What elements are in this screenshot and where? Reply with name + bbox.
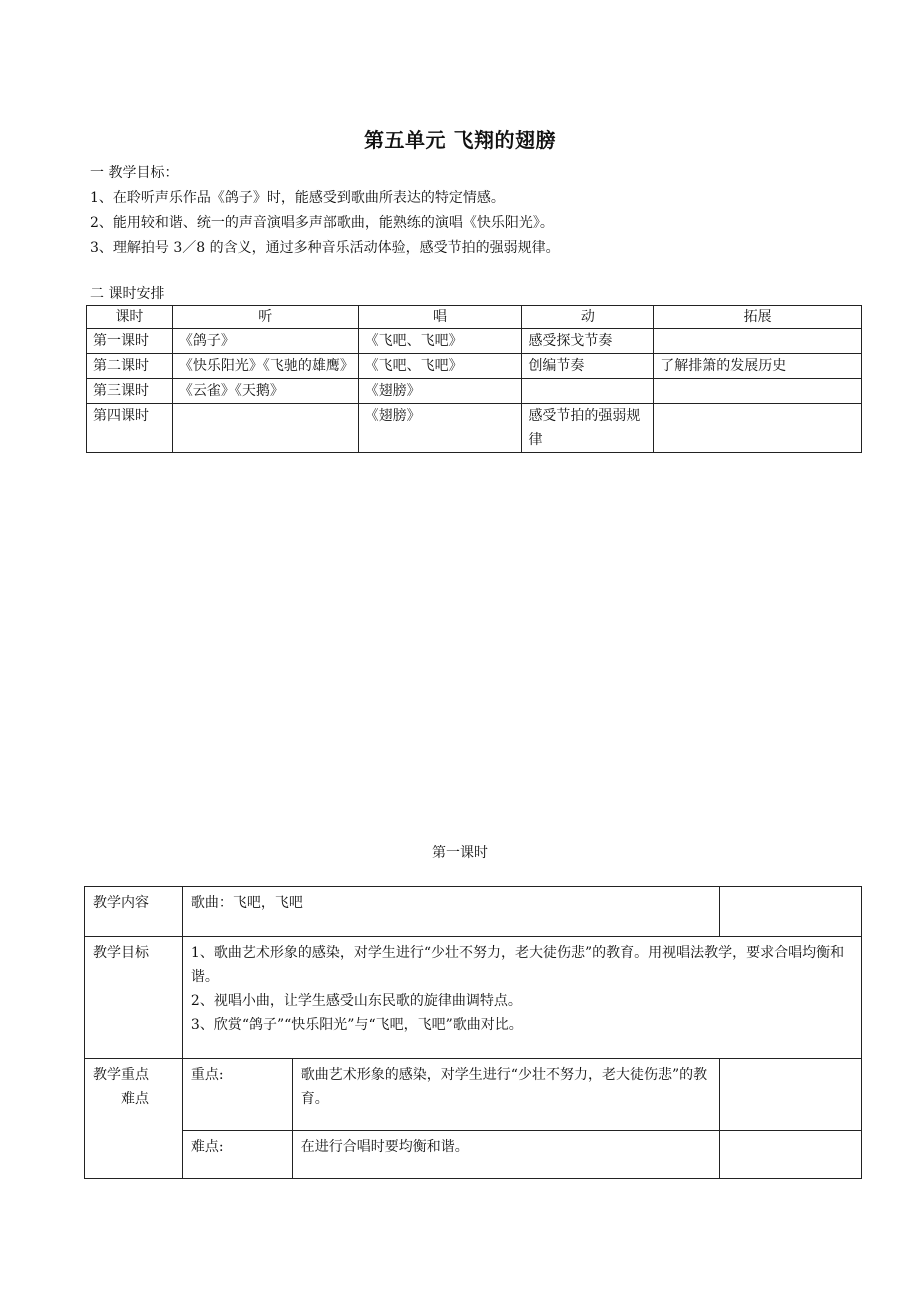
table-cell: [654, 404, 862, 453]
lesson-plan-table: [84, 886, 862, 1179]
table-cell: 《飞吧、飞吧》: [358, 354, 522, 379]
table-cell: [172, 404, 358, 453]
empty-cell: [720, 887, 862, 937]
table-cell: 创编节奏: [522, 354, 654, 379]
difficulty-label: 难点:: [182, 1131, 292, 1179]
lesson-goal-2: 2、视唱小曲，让学生感受山东民歌的旋律曲调特点。: [190, 993, 522, 1009]
keypoints-label-2: 难点: [121, 1091, 149, 1107]
table-cell: 《云雀》《天鹅》: [172, 379, 358, 404]
lesson-goal-1: 1、歌曲艺术形象的感染，对学生进行“少壮不努力，老大徒伤悲”的教育。用视唱法教学，要求合唱均衡和谐。: [190, 945, 845, 985]
header-cell: 动: [522, 306, 654, 329]
table-cell: 感受探戈节奏: [522, 329, 654, 354]
table-cell: 《快乐阳光》《飞驰的雄鹰》: [172, 354, 358, 379]
schedule-heading: 二 课时安排: [90, 286, 165, 302]
table-cell: 《飞吧、飞吧》: [358, 329, 522, 354]
table-row: [87, 404, 862, 453]
table-cell: 《翅膀》: [358, 379, 522, 404]
header-cell: 唱: [358, 306, 522, 329]
empty-cell: [720, 1131, 862, 1179]
page-title: 第五单元 飞翔的翅膀: [364, 128, 556, 152]
table-cell: [654, 329, 862, 354]
header-cell: 拓展: [654, 306, 862, 329]
table-cell: 感受节拍的强弱规律: [522, 404, 654, 453]
focus-label: 重点:: [182, 1059, 292, 1131]
goals-cell: [182, 937, 861, 1059]
difficulty-value: 在进行合唱时要均衡和谐。: [292, 1131, 719, 1179]
table-cell: 《鸽子》: [172, 329, 358, 354]
goals-row: [85, 937, 862, 1059]
goals-label: 教学目标: [85, 937, 183, 1059]
empty-cell: [720, 1059, 862, 1131]
goal-item-3: 3、理解拍号 3／8 的含义，通过多种音乐活动体验，感受节拍的强弱规律。: [90, 240, 560, 256]
goals-heading: 一 教学目标：: [90, 165, 179, 181]
keypoints-label-1: 教学重点: [93, 1067, 149, 1083]
table-cell: 了解排箫的发展历史: [654, 354, 862, 379]
lesson-goal-3: 3、欣赏“鸽子”“快乐阳光”与“飞吧，飞吧”歌曲对比。: [190, 1017, 523, 1033]
difficulty-row: [85, 1131, 862, 1179]
table-row: [87, 379, 862, 404]
lesson-title: 第一课时: [432, 845, 488, 861]
table-row: [87, 354, 862, 379]
header-cell: 课时: [87, 306, 173, 329]
goal-item-1: 1、在聆听声乐作品《鸽子》时，能感受到歌曲所表达的特定情感。: [90, 190, 505, 206]
table-header-row: [87, 306, 862, 329]
table-cell: [654, 379, 862, 404]
table-cell: [522, 379, 654, 404]
keypoints-label: [85, 1059, 183, 1179]
header-cell: 听: [172, 306, 358, 329]
table-cell: 第三课时: [87, 379, 173, 404]
focus-value: 歌曲艺术形象的感染，对学生进行“少壮不努力，老大徒伤悲”的教育。: [292, 1059, 719, 1131]
content-value: 歌曲：飞吧，飞吧: [182, 887, 719, 937]
content-label: 教学内容: [85, 887, 183, 937]
schedule-table: [86, 305, 862, 453]
focus-row: [85, 1059, 862, 1131]
table-cell: 《翅膀》: [358, 404, 522, 453]
content-row: [85, 887, 862, 937]
table-cell: 第一课时: [87, 329, 173, 354]
table-cell: 第二课时: [87, 354, 173, 379]
goal-item-2: 2、能用较和谐、统一的声音演唱多声部歌曲，能熟练的演唱《快乐阳光》。: [90, 215, 554, 231]
table-row: [87, 329, 862, 354]
table-cell: 第四课时: [87, 404, 173, 453]
